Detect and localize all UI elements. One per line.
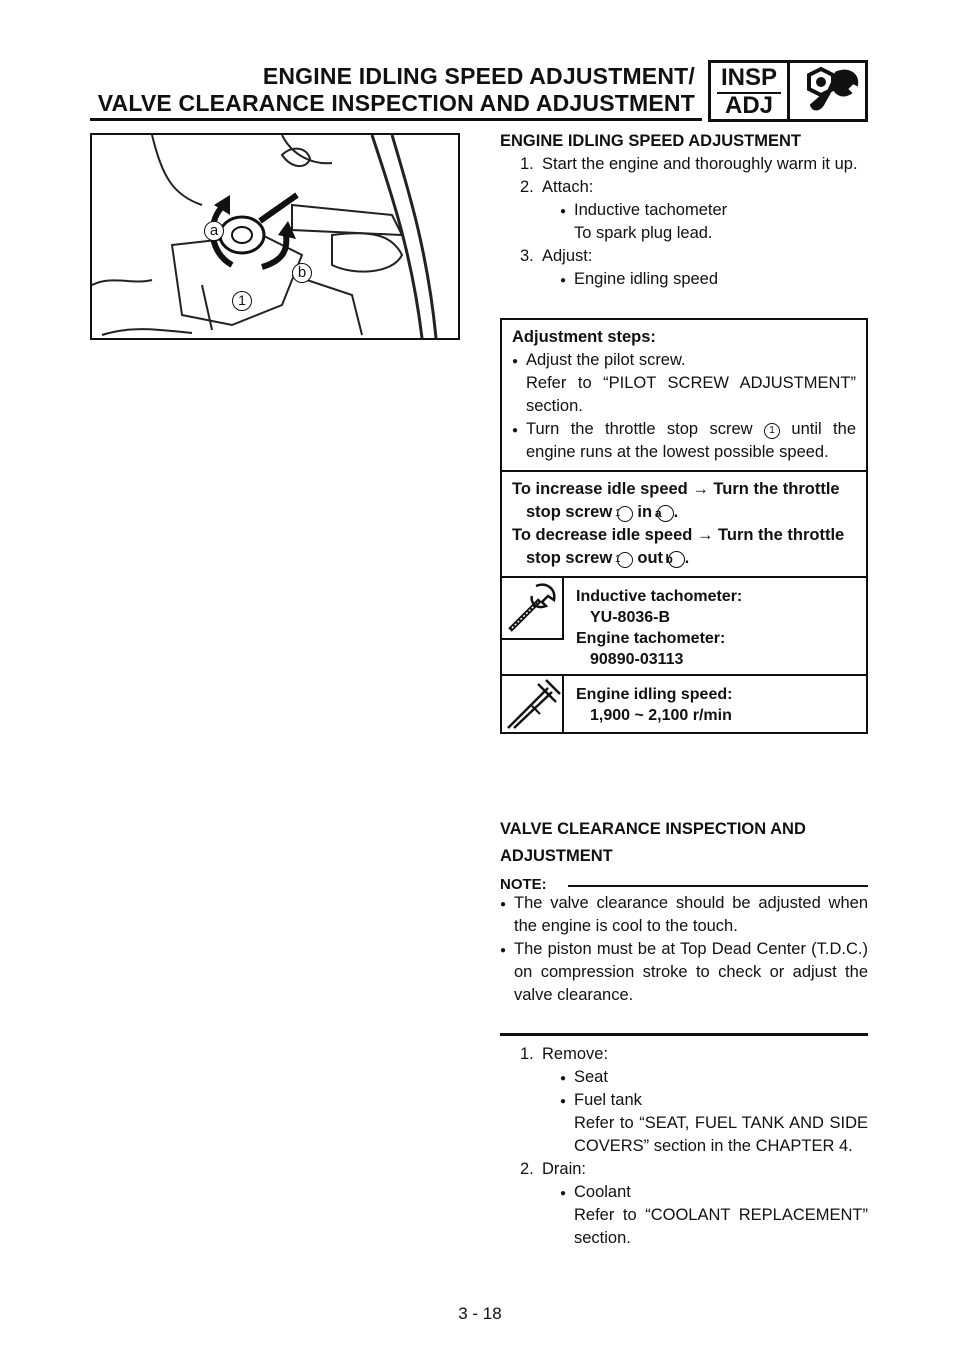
step-text: Remove:	[542, 1045, 609, 1063]
idle-step-3	[500, 245, 868, 268]
step-text: Adjust:	[542, 247, 593, 265]
adjustment-steps-box	[500, 318, 868, 734]
wrench-inspection-icon	[795, 65, 865, 119]
valve-heading-line1: VALVE CLEARANCE INSPECTION AND	[500, 820, 806, 838]
step-b-post: until the engine runs at the lowest possible speed.	[526, 420, 856, 461]
step-number: 1.	[520, 1045, 534, 1063]
tool1-label: Inductive tachometer:	[576, 588, 743, 605]
step-number: 3.	[520, 247, 534, 265]
spec-section	[502, 676, 866, 732]
adjustment-step-a: ● Adjust the pilot screw.	[526, 349, 856, 372]
callout-ref-1: 1	[617, 506, 633, 522]
valve-step-1	[500, 1043, 868, 1066]
step-number: 2.	[520, 178, 534, 196]
adjustment-step-a-ref: Refer to “PILOT SCREW ADJUSTMENT” section.	[526, 374, 856, 415]
callout-ref-a: a	[657, 505, 674, 522]
step-number: 1.	[520, 155, 534, 173]
step-text: Attach:	[542, 178, 594, 196]
step-b-pre: Turn the throttle stop screw	[526, 420, 753, 438]
step-item: ● Coolant	[574, 1181, 868, 1204]
callout-ref-1: 1	[764, 423, 780, 439]
callout-b: b	[292, 263, 312, 283]
spec-value: 1,900 ~ 2,100 r/min	[590, 707, 732, 724]
note-end-rule	[500, 1033, 868, 1036]
throttle-stop-screw-illustration	[92, 135, 458, 338]
spec-label: Engine idling speed:	[576, 686, 733, 703]
step-reference: Refer to “COOLANT REPLACEMENT” section.	[574, 1206, 868, 1247]
step-item: ● Seat	[574, 1066, 868, 1089]
header-title-line1: ENGINE IDLING SPEED ADJUSTMENT/	[262, 63, 695, 89]
step-text: Drain:	[542, 1160, 587, 1178]
special-tool-section	[502, 578, 866, 676]
step-item: ● Inductive tachometer	[574, 199, 868, 222]
increase-instruction: To increase idle speed → Turn the throttle stop screw 1 in a .	[512, 480, 840, 521]
adjustment-steps-section	[502, 320, 866, 472]
adjustment-steps-heading: Adjustment steps:	[512, 328, 656, 346]
adjustment-step-b	[526, 418, 856, 464]
tab-divider-vertical	[787, 63, 790, 119]
caliper-spec-icon	[502, 676, 564, 732]
valve-heading	[500, 816, 868, 870]
note-rule	[568, 885, 868, 887]
note-label: NOTE:	[500, 876, 547, 893]
tab-adj-label: ADJ	[724, 92, 773, 119]
step-text: Start the engine and thoroughly warm it up.	[542, 155, 858, 173]
callout-ref-1: 1	[617, 552, 633, 568]
decrease-direction: out	[637, 549, 664, 567]
special-tool-icon	[502, 578, 564, 640]
step-item: ● Fuel tank	[574, 1089, 868, 1112]
step-number: 2.	[520, 1160, 534, 1178]
idle-speed-section	[500, 130, 868, 291]
valve-steps	[500, 1043, 868, 1250]
increase-direction: in	[637, 503, 653, 521]
note-item-2: ● The piston must be at Top Dead Center (T.D.C.) on compression stroke to check or adjust the valve clearance.	[514, 938, 868, 1007]
idle-step-1	[500, 153, 868, 176]
engine-photo-figure	[90, 133, 460, 340]
idle-heading: ENGINE IDLING SPEED ADJUSTMENT	[500, 132, 802, 150]
callout-1: 1	[232, 291, 252, 311]
idle-step-2	[500, 176, 868, 199]
header-title-line2: VALVE CLEARANCE INSPECTION AND ADJUSTMENT	[97, 90, 695, 116]
header-rule	[90, 118, 702, 121]
note-list	[500, 892, 868, 1007]
note-item-1: ● The valve clearance should be adjusted when the engine is cool to the touch.	[514, 892, 868, 938]
callout-a: a	[204, 221, 224, 241]
step-item: ● Engine idling speed	[574, 268, 868, 291]
page-number: 3 - 18	[458, 1304, 502, 1323]
valve-step-2	[500, 1158, 868, 1181]
decrease-text: To decrease idle speed → Turn the throttle stop screw	[512, 526, 845, 567]
tool2-value: 90890-03113	[590, 651, 684, 668]
increase-text: To increase idle speed → Turn the throttle stop screw	[512, 480, 840, 521]
valve-heading-line2: ADJUSTMENT	[500, 847, 613, 865]
decrease-instruction: To decrease idle speed → Turn the throttle stop screw 1 out b .	[512, 526, 845, 567]
direction-section	[502, 472, 866, 578]
tool2-label: Engine tachometer:	[576, 630, 726, 647]
step-reference: Refer to “SEAT, FUEL TANK AND SIDE COVERS” section in the CHAPTER 4.	[574, 1114, 868, 1155]
section-tab	[708, 60, 868, 122]
tool1-value: YU-8036-B	[590, 609, 671, 626]
step-subtext: To spark plug lead.	[574, 224, 713, 242]
tab-insp-label: INSP	[720, 64, 777, 91]
callout-ref-b: b	[668, 551, 685, 568]
